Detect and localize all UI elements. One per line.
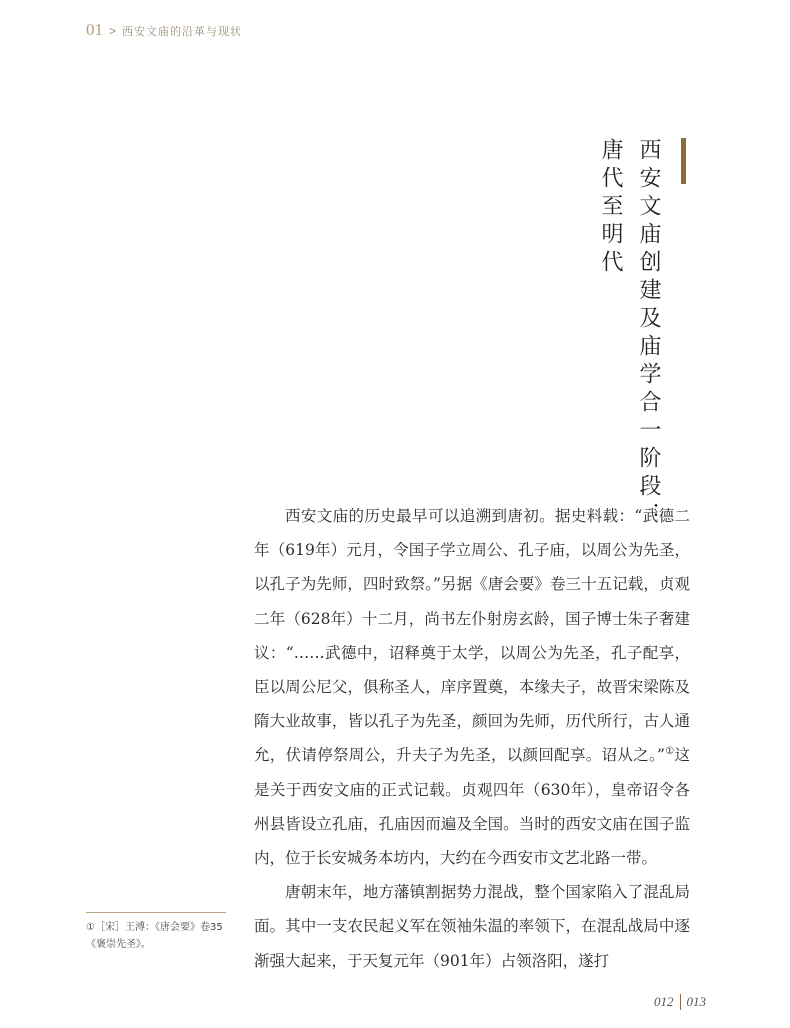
footnote xyxy=(86,912,226,953)
paragraph-1 xyxy=(254,499,690,875)
heading-accent-bar xyxy=(681,138,686,184)
page-number-right: 013 xyxy=(686,994,706,1009)
body-text xyxy=(254,499,690,978)
paragraph-2: 唐朝末年，地方藩镇割据势力混战，整个国家陷入了混乱局面。其中一支农民起义军在领袖朱温的率领下，在混乱战局中逐渐强大起来，于天复元年（901年）占领洛阳，遂打 xyxy=(254,883,690,970)
footnote-ref[interactable]: ① xyxy=(664,746,675,758)
heading-line-2: 唐代至明代 xyxy=(598,138,623,278)
page-numbers xyxy=(654,994,706,1010)
chapter-number: 01 xyxy=(86,20,103,39)
paragraph-1-part-2: 这是关于西安文庙的正式记载。贞观四年（630年），皇帝诏令各州县皆设立孔庙，孔庙因而遍及全国。当时的西安文庙在国子监内，位于长安城务本坊内，大约在今西安市文艺北路一带。 xyxy=(254,746,690,868)
paragraph-1-part-1: 西安文庙的历史最早可以追溯到唐初。据史料载：“武德二年（619年）元月，令国子学立周公、孔子庙，以周公为先圣，以孔子为先师，四时致祭。”另据《唐会要》卷三十五记载，贞观二年（628年）十二月，尚书左仆射房玄龄，国子博士朱子奢建议：“……武德中，诏释奠于太学，以周公为先圣，孔子配享，臣以周公尼父，俱称圣人，庠序置奠，本缘夫子，故晋宋梁陈及隋大业故事，皆以孔子为先圣，颜回为先师，历代所行，古人通允，伏请停祭周公，升夫子为先圣，以颜回配享。诏从之。” xyxy=(254,507,690,765)
section-title: 西安文庙的沿革与现状 xyxy=(122,25,243,38)
footnote-text: ①［宋］王溥：《唐会要》卷35《褒崇先圣》。 xyxy=(86,922,223,950)
chapter-heading xyxy=(596,138,662,530)
heading-line-1: 西安文庙创建及庙学合一阶段： xyxy=(636,138,661,530)
header-separator: > xyxy=(109,24,117,38)
page-number-left: 012 xyxy=(654,994,674,1009)
running-header xyxy=(86,20,242,40)
page-number-divider xyxy=(680,994,681,1010)
